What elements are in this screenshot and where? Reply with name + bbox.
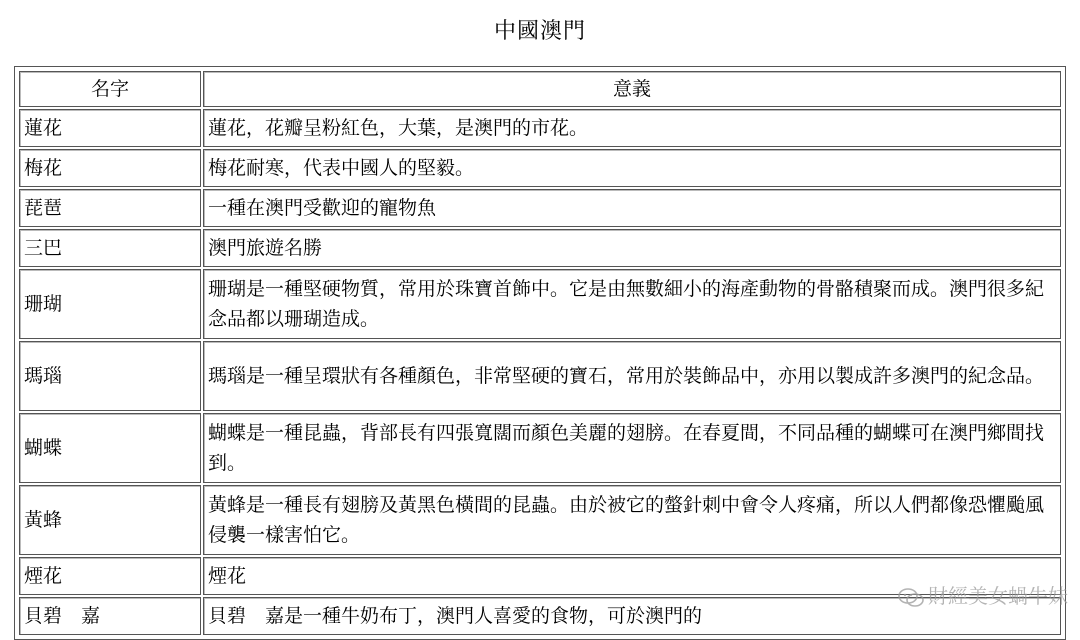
table-row	[19, 189, 1061, 227]
cell-name: 三巴	[19, 229, 201, 267]
meaning-table-frame	[14, 66, 1066, 640]
header-meaning: 意義	[203, 71, 1061, 107]
cell-meaning: 一種在澳門受歡迎的寵物魚	[203, 189, 1061, 227]
table-row	[19, 109, 1061, 147]
table-header-row	[19, 71, 1061, 107]
cell-meaning: 澳門旅遊名勝	[203, 229, 1061, 267]
table-row	[19, 269, 1061, 339]
cell-name: 珊瑚	[19, 269, 201, 339]
cell-meaning: 蝴蝶是一種昆蟲，背部長有四張寬闊而顏色美麗的翅膀。在春夏間，不同品種的蝴蝶可在澳門鄉間找到。	[203, 413, 1061, 483]
meaning-table	[17, 69, 1063, 637]
cell-name: 琵琶	[19, 189, 201, 227]
cell-meaning: 煙花	[203, 557, 1061, 595]
cell-name: 蓮花	[19, 109, 201, 147]
cell-name: 梅花	[19, 149, 201, 187]
page-title: 中國澳門	[0, 14, 1080, 45]
table-row	[19, 485, 1061, 555]
table-row	[19, 341, 1061, 411]
cell-name: 瑪瑙	[19, 341, 201, 411]
cell-meaning: 瑪瑙是一種呈環狀有各種顏色，非常堅硬的寶石，常用於裝飾品中，亦用以製成許多澳門的紀念品。	[203, 341, 1061, 411]
cell-name: 煙花	[19, 557, 201, 595]
cell-name: 貝碧 嘉	[19, 597, 201, 635]
wechat-icon	[898, 588, 924, 608]
table-row	[19, 413, 1061, 483]
table-row	[19, 229, 1061, 267]
cell-meaning: 蓮花，花瓣呈粉紅色，大葉，是澳門的市花。	[203, 109, 1061, 147]
watermark	[898, 580, 1068, 609]
header-name: 名字	[19, 71, 201, 107]
table-row	[19, 149, 1061, 187]
watermark-text: 財經美女蝸牛妹	[928, 584, 1068, 608]
cell-meaning: 梅花耐寒，代表中國人的堅毅。	[203, 149, 1061, 187]
cell-meaning: 黃蜂是一種長有翅膀及黃黑色橫間的昆蟲。由於被它的螫針刺中會令人疼痛，所以人們都像恐懼颱風侵襲一樣害怕它。	[203, 485, 1061, 555]
cell-meaning: 珊瑚是一種堅硬物質，常用於珠寶首飾中。它是由無數細小的海產動物的骨骼積聚而成。澳門很多紀念品都以珊瑚造成。	[203, 269, 1061, 339]
cell-name: 黃蜂	[19, 485, 201, 555]
cell-name: 蝴蝶	[19, 413, 201, 483]
cell-meaning: 貝碧 嘉是一種牛奶布丁，澳門人喜愛的食物，可於澳門的	[203, 597, 1061, 635]
